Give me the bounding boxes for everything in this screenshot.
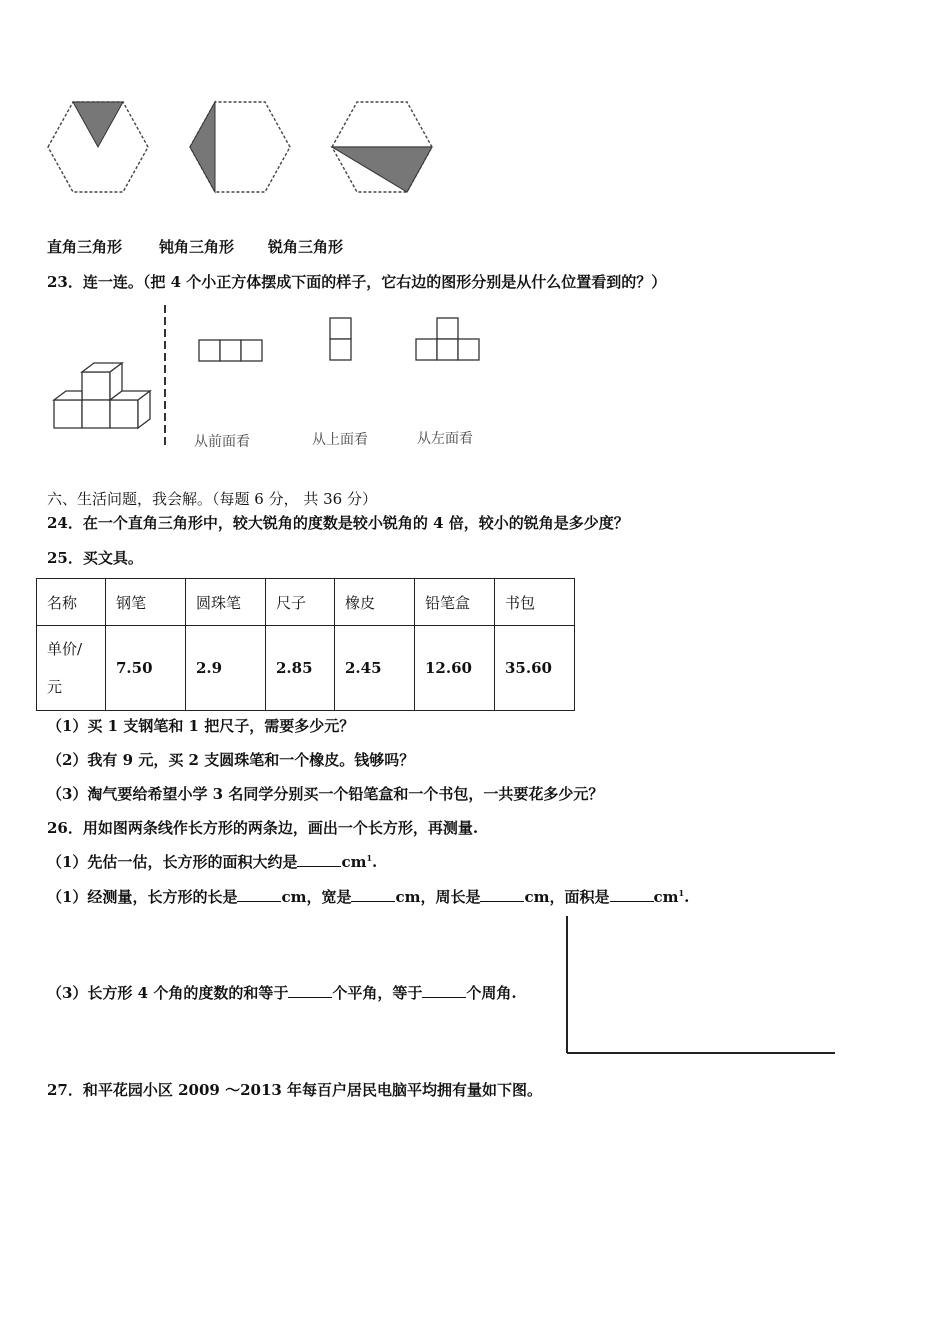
table-cell: 2.85 bbox=[266, 626, 335, 711]
table-header-cell: 圆珠笔 bbox=[186, 579, 266, 626]
q25-sub-3: （3）淘气要给希望小学 3 名同学分别买一个铅笔盒和一个书包，一共要花多少元？ bbox=[47, 785, 604, 803]
q25-sub-2: （2）我有 9 元，买 2 支圆珠笔和一个橡皮。钱够吗？ bbox=[47, 751, 415, 769]
table-header-cell: 铅笔盒 bbox=[415, 579, 495, 626]
table-cell: 2.45 bbox=[335, 626, 415, 711]
table-cell: 35.60 bbox=[495, 626, 575, 711]
answer-blank-area[interactable] bbox=[610, 900, 654, 902]
table-header-cell: 钢笔 bbox=[106, 579, 186, 626]
table-header-cell: 书包 bbox=[495, 579, 575, 626]
q25-title: 25．买文具。 bbox=[47, 549, 143, 567]
hexagon-2 bbox=[190, 102, 290, 192]
q26-s2-area-text: cm，面积是 bbox=[524, 888, 610, 906]
q26-sub-1 bbox=[47, 851, 377, 872]
q23-text: 23．连一连。（把 4 个小正方体摆成下面的样子，它右边的图形分别是从什么位置看到的？） bbox=[47, 273, 667, 291]
top-view bbox=[330, 318, 351, 360]
q26-sub-2 bbox=[47, 886, 689, 907]
perpendicular-lines bbox=[560, 912, 840, 1058]
row-label-line-1: 单价/ bbox=[47, 640, 83, 658]
q27-text: 27．和平花园小区 2009 ～2013 年每百户居民电脑平均拥有量如下图。 bbox=[47, 1081, 543, 1099]
hexagon-3 bbox=[332, 102, 432, 192]
table-header-row bbox=[37, 579, 575, 626]
answer-blank-width[interactable] bbox=[351, 900, 395, 902]
table-row bbox=[37, 626, 575, 711]
q26-s2-text: （1）经测量，长方形的长是 bbox=[47, 888, 238, 906]
hexagon-figures bbox=[40, 95, 450, 200]
front-view bbox=[199, 340, 262, 361]
period: . bbox=[372, 853, 378, 871]
unit-cm: cm bbox=[653, 888, 679, 906]
answer-blank[interactable] bbox=[297, 865, 341, 867]
q26-s2-perimeter-text: cm，周长是 bbox=[395, 888, 481, 906]
answer-blank-length[interactable] bbox=[237, 900, 281, 902]
q26-sub-3 bbox=[47, 982, 517, 1003]
table-header-cell: 名称 bbox=[37, 579, 106, 626]
section-6-heading: 六、生活问题，我会解。（每题 6 分， 共 36 分） bbox=[47, 490, 377, 508]
table-cell: 7.50 bbox=[106, 626, 186, 711]
q25-sub-1: （1）买 1 支钢笔和 1 把尺子，需要多少元？ bbox=[47, 717, 355, 735]
price-table bbox=[36, 578, 575, 711]
hexagon-1 bbox=[48, 102, 148, 192]
period: . bbox=[684, 888, 690, 906]
table-cell: 2.9 bbox=[186, 626, 266, 711]
hexagon-label-1: 直角三角形 bbox=[47, 238, 123, 256]
view-label-left: 从左面看 bbox=[417, 431, 473, 447]
answer-blank-perimeter[interactable] bbox=[480, 900, 524, 902]
left-view bbox=[416, 318, 479, 360]
table-row-label bbox=[37, 626, 106, 711]
q26-s2-width-text: cm，宽是 bbox=[281, 888, 352, 906]
unit-cm: cm bbox=[341, 853, 367, 871]
q26-s3-mid: 个平角，等于 bbox=[332, 984, 423, 1002]
unit-superscript: 1 bbox=[678, 888, 685, 898]
view-label-top: 从上面看 bbox=[312, 432, 368, 448]
view-label-front: 从前面看 bbox=[194, 434, 250, 450]
answer-blank-full-angles[interactable] bbox=[422, 996, 466, 998]
q26-s1-text: （1）先估一估，长方形的面积大约是 bbox=[47, 853, 298, 871]
q26-s3-end: 个周角. bbox=[466, 984, 517, 1002]
table-header-cell: 尺子 bbox=[266, 579, 335, 626]
row-label-line-2: 元 bbox=[47, 678, 63, 696]
hexagon-label-2: 钝角三角形 bbox=[159, 238, 235, 256]
table-cell: 12.60 bbox=[415, 626, 495, 711]
hexagon-label-3: 锐角三角形 bbox=[268, 238, 344, 256]
table-header-cell: 橡皮 bbox=[335, 579, 415, 626]
q24-text: 24．在一个直角三角形中，较大锐角的度数是较小锐角的 4 倍，较小的锐角是多少度？ bbox=[47, 514, 629, 532]
q26-s3-text: （3）长方形 4 个角的度数的和等于 bbox=[47, 984, 289, 1002]
answer-blank-straight-angles[interactable] bbox=[288, 996, 332, 998]
unit-superscript: 1 bbox=[366, 853, 373, 863]
stacked-cubes bbox=[54, 363, 150, 428]
q26-title: 26．用如图两条线作长方形的两条边，画出一个长方形，再测量. bbox=[47, 819, 479, 837]
